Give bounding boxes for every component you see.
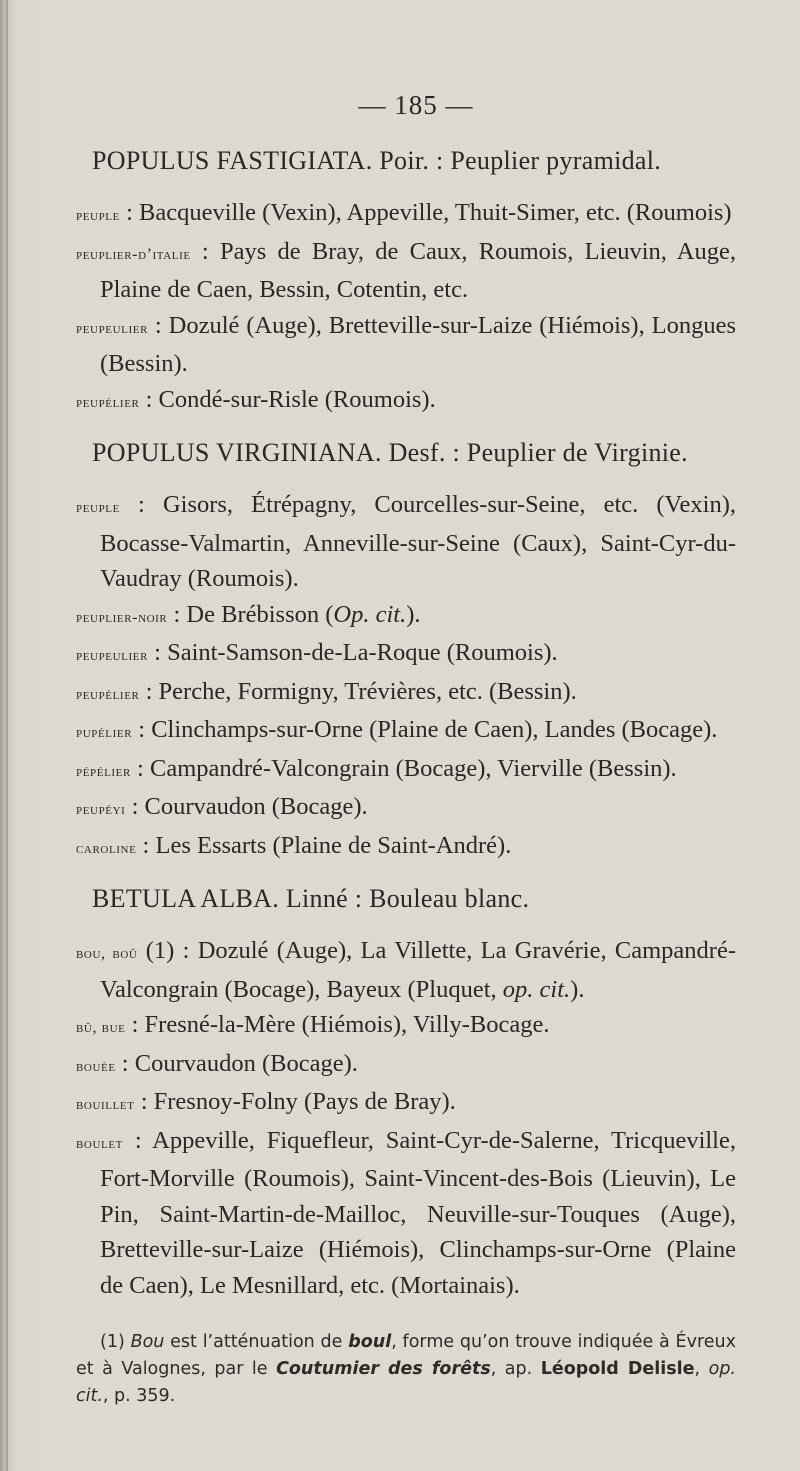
entry-separator: :: [125, 1011, 145, 1038]
entry-text: Bacqueville (Vexin), Appeville, Thuit-Simer, etc. (Roumois): [139, 199, 732, 226]
entry-separator: :: [139, 677, 159, 705]
footnote-text: , ap.: [490, 1359, 541, 1379]
entry-text: Appeville, Fiquefleur, Saint-Cyr-de-Salerne, Tricqueville, Fort-Morville (Roumois), Saint-Vincent-des-Bois (Lieuvin), Le Pin, Saint-Martin-de-Mailloc, Neuville-sur-Touques (Auge), Bretteville-sur-Laize (Hiémois), Clinchamps-sur-Orne (Plaine de Caen), Le Mesnillard, etc. (Mortainais).: [100, 1126, 736, 1299]
entry: [76, 1007, 736, 1046]
entry: [76, 382, 736, 421]
entry-term: peupeulier: [76, 319, 148, 337]
entry-separator: :: [125, 793, 145, 820]
entry-text: Pays de Bray, de Caux, Roumois, Lieuvin, Auge, Plaine de Caen, Bessin, Cotentin, etc.: [100, 237, 736, 303]
entry-separator: :: [139, 385, 159, 413]
entry-text: Courvaudon (Bocage).: [144, 793, 368, 820]
entry-term: peupeulier: [76, 647, 148, 664]
entry-text-after: ).: [406, 600, 421, 628]
entry-term: bou, boû: [76, 945, 138, 962]
footnote-text: ,: [694, 1359, 709, 1379]
entry-text: Fresné-la-Mère (Hiémois), Villy-Bocage.: [144, 1011, 550, 1038]
entry-text: Dozulé (Auge), La Villette, La Gravérie, Campandré-Valcongrain (Bocage), Bayeux (Pluquet,: [100, 937, 736, 1003]
entry-term: bouillet: [76, 1096, 135, 1113]
entry-text-after: ).: [570, 975, 585, 1003]
entry-term: peuplier-d’italie: [76, 245, 191, 263]
footnote-text: , forme qu’on trouve indiquée à Évreux et à Valognes, par le: [76, 1332, 736, 1379]
page-content: [76, 90, 736, 1428]
entry: [76, 1084, 736, 1123]
entry-italic-ref: op. cit.: [502, 975, 571, 1003]
entry-italic-ref: Op. cit.: [333, 600, 407, 628]
entry-separator: :: [148, 311, 169, 339]
entry-text: Clinchamps-sur-Orne (Plaine de Caen), Landes (Bocage).: [151, 716, 718, 743]
page-spine-shadow: [6, 0, 8, 1471]
entry-term: peuple: [76, 207, 120, 224]
section-heading-betula-alba: BETULA ALBA. Linné : Bouleau blanc.: [92, 884, 530, 913]
footnote-author: Léopold Delisle: [540, 1359, 695, 1379]
entry-term: pupélier: [76, 724, 133, 741]
entry-text: Saint-Samson-de-La-Roque (Roumois).: [167, 639, 558, 666]
entry-text: Les Essarts (Plaine de Saint-André).: [155, 831, 512, 859]
section-gap: [76, 420, 736, 438]
entry-separator: (1) :: [137, 937, 198, 964]
footnote-title: Coutumier des forêts: [276, 1359, 491, 1379]
entry-separator: :: [136, 831, 156, 859]
section-gap: [76, 866, 736, 884]
entry: [76, 635, 736, 674]
footnote-text: , p. 359.: [102, 1386, 176, 1406]
entry-separator: :: [132, 716, 152, 743]
entry-term: peupélier: [76, 685, 140, 703]
footnote-mark: (1): [100, 1332, 131, 1352]
entry: [76, 234, 736, 308]
entry: [76, 789, 736, 828]
entry-separator: :: [190, 237, 220, 265]
section-heading-populus-virginiana: POPULUS VIRGINIANA. Desf. : Peuplier de Virginie.: [92, 438, 688, 467]
entry: [76, 308, 736, 382]
entry: [76, 1046, 736, 1085]
footnote: [76, 1329, 736, 1410]
entry-separator: :: [130, 754, 150, 782]
entry-text: Perche, Formigny, Trévières, etc. (Bessin).: [158, 677, 577, 705]
entry: [76, 751, 736, 790]
entry-term: bû, bue: [76, 1019, 126, 1036]
entry-separator: :: [134, 1088, 154, 1115]
entry-term: caroline: [76, 839, 137, 857]
page-number: — 185 —: [358, 90, 474, 120]
entry: [76, 674, 736, 713]
entry: [76, 933, 736, 1007]
entry: [76, 597, 736, 636]
footnote-text: est l’atténuation de: [164, 1332, 349, 1352]
entry: [76, 1123, 736, 1304]
entry-term: boulet: [76, 1134, 123, 1152]
entry-text: Condé-sur-Risle (Roumois).: [158, 385, 436, 413]
footnote-ref: op. cit.: [76, 1359, 736, 1406]
entry-separator: :: [119, 199, 139, 226]
entry-separator: :: [122, 1126, 153, 1154]
footnote-word: boul: [348, 1332, 392, 1352]
entry-text: Fresnoy-Folny (Pays de Bray).: [153, 1088, 456, 1115]
entry-term: peuple: [76, 499, 120, 516]
entry: [76, 487, 736, 597]
section-heading-populus-fastigiata: POPULUS FASTIGIATA. Poir. : Peuplier pyramidal.: [92, 146, 662, 175]
entry-term: peupéyi: [76, 801, 126, 818]
entry-separator: :: [167, 600, 187, 628]
entry-separator: :: [115, 1049, 135, 1077]
footnote-word: Bou: [130, 1332, 165, 1352]
entry-text: Campandré-Valcongrain (Bocage), Vierville (Bessin).: [149, 754, 677, 782]
entry: [76, 712, 736, 751]
entry-term: bouèe: [76, 1057, 116, 1075]
entry-text: De Brébisson (: [186, 600, 334, 628]
entry-text: Courvaudon (Bocage).: [134, 1049, 358, 1077]
entry-term: pépélier: [76, 762, 131, 780]
entry-text: Gisors, Étrépagny, Courcelles-sur-Seine, etc. (Vexin), Bocasse-Valmartin, Anneville-sur-Seine (Caux), Saint-Cyr-du-Vaudray (Roumois).: [100, 491, 736, 592]
entry-term: peupélier: [76, 393, 140, 411]
entry-text: Dozulé (Auge), Bretteville-sur-Laize (Hiémois), Longues (Bessin).: [100, 311, 737, 377]
entry: [76, 195, 736, 234]
entry: [76, 828, 736, 867]
entry-separator: :: [148, 639, 168, 666]
entry-separator: :: [119, 491, 163, 518]
entry-term: peuplier-noir: [76, 608, 168, 626]
